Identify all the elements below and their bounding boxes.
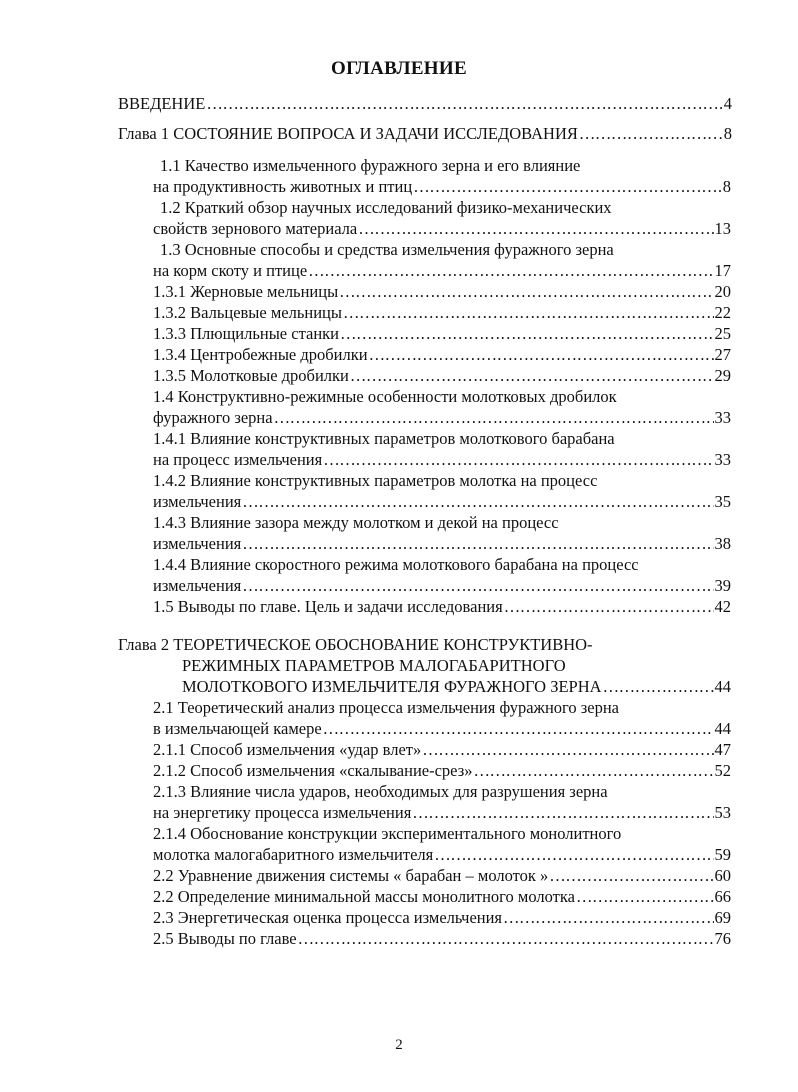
toc-page-number: 76 (714, 929, 731, 948)
toc-page-number: 20 (714, 282, 731, 301)
toc-entry-1-2-line1: 1.2 Краткий обзор научных исследований физико-механических (160, 198, 612, 217)
toc-entry-1-4-1[interactable] (153, 449, 731, 470)
toc-entry-2-5[interactable] (153, 928, 731, 949)
leader-dots (603, 676, 714, 697)
toc-entry-1-3-4[interactable] (153, 344, 731, 365)
toc-entry-2-1-4[interactable] (153, 844, 731, 865)
toc-entry-text: фуражного зерна (153, 408, 273, 427)
leader-dots (412, 802, 713, 823)
toc-entry-text: на корм скоту и птице (153, 261, 308, 280)
toc-entry-text: на продуктивность животных и птиц (153, 177, 413, 196)
leader-dots (274, 407, 714, 428)
toc-entry-chapter-2-line2: РЕЖИМНЫХ ПАРАМЕТРОВ МАЛОГАБАРИТНОГО (182, 656, 566, 675)
toc-entry-1-4-2-line1: 1.4.2 Влияние конструктивных параметров молотка на процесс (153, 471, 598, 490)
toc-page-number: 44 (714, 719, 731, 738)
leader-dots (340, 323, 714, 344)
leader-dots (323, 718, 714, 739)
toc-page-number: 42 (714, 597, 731, 616)
toc-entry-1-3-1[interactable] (153, 281, 731, 302)
toc-entry-2-1-4-line1: 2.1.4 Обоснование конструкции экспериментального монолитного (153, 824, 622, 843)
toc-entry-1-1[interactable] (153, 176, 731, 197)
toc-entry-text: измельчения (153, 492, 242, 511)
toc-page-number: 4 (723, 94, 732, 113)
toc-entry-1-3-5[interactable] (153, 365, 731, 386)
toc-page-number: 59 (714, 845, 731, 864)
toc-entry-1-4-4[interactable] (153, 575, 731, 596)
toc-entry-text: ВВЕДЕНИЕ (118, 94, 206, 113)
toc-entry-text: 1.5 Выводы по главе. Цель и задачи исследования (153, 597, 503, 616)
leader-dots (422, 739, 713, 760)
toc-entry-1-4-1-line1: 1.4.1 Влияние конструктивных параметров молоткового барабана (153, 429, 615, 448)
toc-entry-1-4-3-line1: 1.4.3 Влияние зазора между молотком и декой на процесс (153, 513, 559, 532)
toc-entry-2-1-2[interactable] (153, 760, 731, 781)
toc-entry-1-4[interactable] (153, 407, 731, 428)
toc-entry-text: 1.3.1 Жерновые мельницы (153, 282, 339, 301)
leader-dots (358, 218, 713, 239)
toc-page-number: 44 (714, 677, 731, 696)
toc-entry-1-2[interactable] (153, 218, 731, 239)
toc-entry-text: 2.1.1 Способ измельчения «удар влет» (153, 740, 422, 759)
leader-dots (298, 928, 714, 949)
toc-entry-text: свойств зернового материала (153, 219, 358, 238)
toc-page-number: 47 (714, 740, 731, 759)
toc-entry-text: 2.5 Выводы по главе (153, 929, 297, 948)
toc-page-number: 52 (714, 761, 731, 780)
toc-page-number: 25 (714, 324, 731, 343)
toc-page-number: 17 (714, 261, 731, 280)
toc-entry-chapter-2-line1: Глава 2 ТЕОРЕТИЧЕСКОЕ ОБОСНОВАНИЕ КОНСТРУКТИВНО- (118, 635, 593, 654)
toc-entry-text: 2.2 Уравнение движения системы « барабан – молоток » (153, 866, 549, 885)
toc-entry-text: 2.3 Энергетическая оценка процесса измельчения (153, 908, 503, 927)
leader-dots (242, 491, 713, 512)
toc-page-number: 38 (714, 534, 731, 553)
toc-page-number: 27 (714, 345, 731, 364)
leader-dots (473, 760, 713, 781)
toc-entry-2-1-1[interactable] (153, 739, 731, 760)
toc-entry-text: МОЛОТКОВОГО ИЗМЕЛЬЧИТЕЛЯ ФУРАЖНОГО ЗЕРНА (182, 677, 602, 696)
leader-dots (369, 344, 714, 365)
toc-entry-text: 1.3.2 Вальцевые мельницы (153, 303, 342, 322)
leader-dots (206, 93, 722, 114)
toc-entry-1-3[interactable] (153, 260, 731, 281)
toc-entry-1-3-2[interactable] (153, 302, 731, 323)
toc-entry-text: 1.3.4 Центробежные дробилки (153, 345, 368, 364)
toc-entry-chapter-2[interactable] (182, 676, 731, 697)
toc-entry-1-3-3[interactable] (153, 323, 731, 344)
toc-page-number: 8 (722, 177, 731, 196)
toc-page-number: 35 (714, 492, 731, 511)
toc-entry-text: 1.3.5 Молотковые дробилки (153, 366, 349, 385)
toc-entry-2-2-mass[interactable] (153, 886, 731, 907)
toc-entry-1-4-3[interactable] (153, 533, 731, 554)
leader-dots (413, 176, 722, 197)
toc-page-number: 39 (714, 576, 731, 595)
leader-dots (350, 365, 714, 386)
leader-dots (576, 886, 714, 907)
toc-page-number: 22 (714, 303, 731, 322)
leader-dots (503, 907, 713, 928)
toc-entry-text: 2.2 Определение минимальной массы монолитного молотка (153, 887, 575, 906)
toc-entry-text: 2.1.2 Способ измельчения «скалывание-срез» (153, 761, 473, 780)
leader-dots (308, 260, 713, 281)
leader-dots (434, 844, 713, 865)
leader-dots (242, 575, 713, 596)
toc-entry-1-5[interactable] (153, 596, 731, 617)
toc-page-number: 60 (714, 866, 731, 885)
toc-entry-chapter-1[interactable] (118, 123, 732, 144)
leader-dots (504, 596, 714, 617)
leader-dots (323, 449, 713, 470)
leader-dots (343, 302, 714, 323)
leader-dots (242, 533, 713, 554)
toc-entry-2-3[interactable] (153, 907, 731, 928)
toc-entry-intro[interactable] (118, 93, 732, 114)
toc-entry-1-4-line1: 1.4 Конструктивно-режимные особенности молотковых дробилок (153, 387, 617, 406)
toc-entry-text: Глава 1 СОСТОЯНИЕ ВОПРОСА И ЗАДАЧИ ИССЛЕДОВАНИЯ (118, 124, 578, 143)
toc-entry-text: измельчения (153, 576, 242, 595)
toc-page-number: 8 (723, 124, 732, 143)
toc-entry-text: измельчения (153, 534, 242, 553)
leader-dots (549, 865, 713, 886)
leader-dots (579, 123, 723, 144)
page-title: ОГЛАВЛЕНИЕ (331, 58, 467, 79)
toc-entry-2-1-3-line1: 2.1.3 Влияние числа ударов, необходимых для разрушения зерна (153, 782, 608, 801)
toc-entry-text: 1.3.3 Плющильные станки (153, 324, 339, 343)
toc-entry-text: молотка малогабаритного измельчителя (153, 845, 434, 864)
toc-entry-2-2-equation[interactable] (153, 865, 731, 886)
page-number: 2 (395, 1037, 403, 1053)
toc-entry-1-4-4-line1: 1.4.4 Влияние скоростного режима молоткового барабана на процесс (153, 555, 639, 574)
toc-entry-2-1-3[interactable] (153, 802, 731, 823)
toc-entry-text: в измельчающей камере (153, 719, 322, 738)
toc-entry-2-1-line1: 2.1 Теоретический анализ процесса измельчения фуражного зерна (153, 698, 620, 717)
toc-entry-text: на энергетику процесса измельчения (153, 803, 412, 822)
toc-page-number: 29 (714, 366, 731, 385)
toc-entry-1-4-2[interactable] (153, 491, 731, 512)
toc-entry-1-1-line1: 1.1 Качество измельченного фуражного зерна и его влияние (160, 156, 581, 175)
toc-page-number: 66 (714, 887, 731, 906)
toc-page-number: 33 (714, 450, 731, 469)
toc-page-number: 53 (714, 803, 731, 822)
toc-page-number: 69 (714, 908, 731, 927)
toc-page-number: 13 (714, 219, 731, 238)
toc-page-number: 33 (714, 408, 731, 427)
toc-entry-text: на процесс измельчения (153, 450, 323, 469)
leader-dots (339, 281, 713, 302)
toc-entry-1-3-line1: 1.3 Основные способы и средства измельчения фуражного зерна (160, 240, 614, 259)
toc-entry-2-1[interactable] (153, 718, 731, 739)
